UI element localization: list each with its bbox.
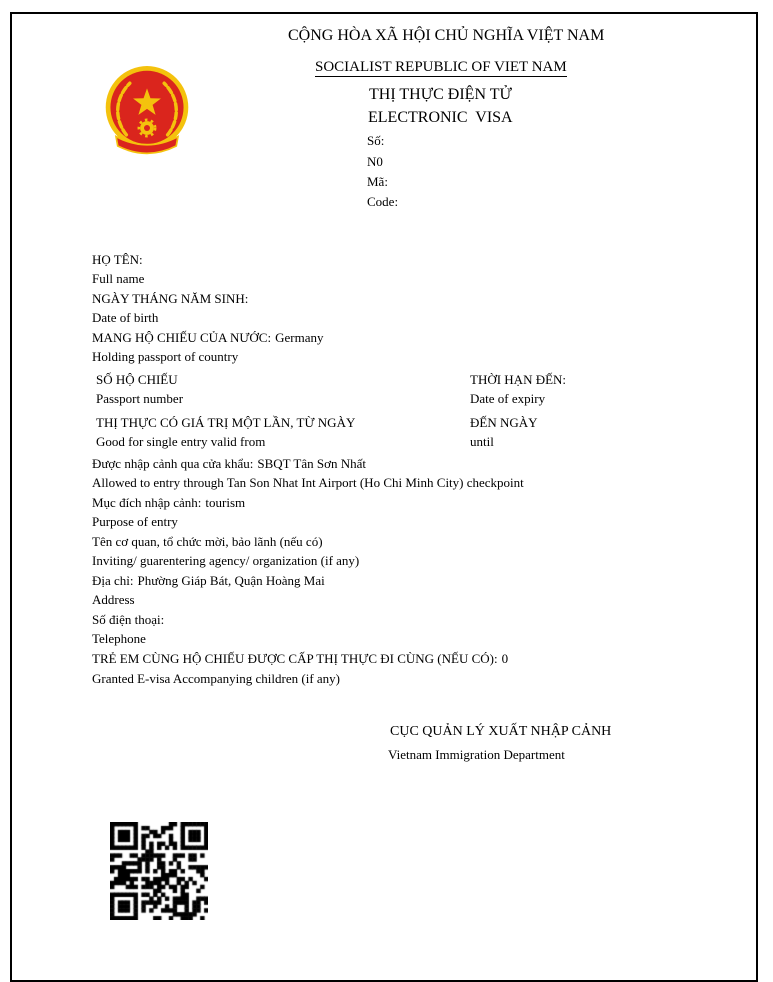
field-valid-from-en: Good for single entry valid from: [96, 434, 266, 449]
field-inviting-agency-vi: Tên cơ quan, tổ chức mời, bảo lãnh (nếu có): [92, 534, 323, 549]
field-children-label: TRẺ EM CÙNG HỘ CHIẾU ĐƯỢC CẤP THỊ THỰC ĐI CÙNG (NẾU CÓ):: [92, 651, 498, 666]
visa-number-label-en: N0: [367, 154, 383, 169]
field-purpose-value: tourism: [205, 495, 246, 510]
field-telephone-en: Telephone: [92, 631, 146, 646]
field-date-of-birth-en: Date of birth: [92, 310, 159, 325]
field-passport-country-value: Germany: [275, 330, 324, 345]
field-address-en: Address: [92, 592, 135, 607]
field-address-vi: [92, 573, 325, 589]
field-address-value: Phường Giáp Bát, Quận Hoàng Mai: [137, 573, 325, 588]
field-inviting-agency-en: Inviting/ guarentering agency/ organization (if any): [92, 553, 360, 568]
field-passport-country-label: MANG HỘ CHIẾU CỦA NƯỚC:: [92, 330, 272, 345]
field-children-value: 0: [501, 651, 509, 666]
republic-title-vi: CỘNG HÒA XÃ HỘI CHỦ NGHĨA VIỆT NAM: [288, 27, 605, 44]
field-checkpoint-value: SBQT Tân Sơn Nhất: [257, 456, 366, 471]
doc-title-vi: THỊ THỰC ĐIỆN TỬ: [369, 86, 512, 103]
doc-title-en: ELECTRONIC VISA: [368, 109, 513, 126]
field-telephone-vi: Số điện thoại:: [92, 612, 165, 627]
visa-number-label-vi: Số:: [367, 133, 385, 148]
field-valid-until-en: until: [470, 434, 494, 449]
field-address-label: Địa chỉ:: [92, 573, 134, 588]
field-full-name-vi: HỌ TÊN:: [92, 252, 143, 267]
field-full-name-en: Full name: [92, 271, 145, 286]
field-purpose-vi: [92, 495, 245, 511]
visa-code-label-en: Code:: [367, 194, 399, 209]
field-checkpoint-vi: [92, 456, 366, 472]
field-date-of-birth-vi: NGÀY THÁNG NĂM SINH:: [92, 291, 249, 306]
qr-code: [110, 822, 208, 920]
field-purpose-label: Mục đích nhập cảnh:: [92, 495, 202, 510]
field-children-en: Granted E-visa Accompanying children (if any): [92, 671, 340, 686]
field-passport-number-vi: SỐ HỘ CHIẾU: [96, 372, 178, 387]
field-children-vi: [92, 651, 508, 667]
field-purpose-en: Purpose of entry: [92, 514, 178, 529]
field-valid-from-vi: THỊ THỰC CÓ GIÁ TRỊ MỘT LẦN, TỪ NGÀY: [96, 415, 356, 430]
field-passport-country-en: Holding passport of country: [92, 349, 239, 364]
vietnam-emblem-icon: [104, 64, 190, 161]
republic-title-en: SOCIALIST REPUBLIC OF VIET NAM: [315, 59, 567, 75]
visa-code-label-vi: Mã:: [367, 174, 388, 189]
field-date-of-expiry-vi: THỜI HẠN ĐẾN:: [470, 372, 567, 387]
field-checkpoint-label: Được nhập cảnh qua cửa khẩu:: [92, 456, 254, 471]
field-passport-number-en: Passport number: [96, 391, 184, 406]
field-date-of-expiry-en: Date of expiry: [470, 391, 546, 406]
authority-name-vi: CỤC QUẢN LÝ XUẤT NHẬP CẢNH: [390, 724, 612, 739]
authority-name-en: Vietnam Immigration Department: [388, 747, 565, 762]
field-passport-country-vi: [92, 330, 323, 346]
field-valid-until-vi: ĐẾN NGÀY: [470, 415, 538, 430]
field-checkpoint-en: Allowed to entry through Tan Son Nhat Int Airport (Ho Chi Minh City) checkpoint: [92, 475, 524, 490]
